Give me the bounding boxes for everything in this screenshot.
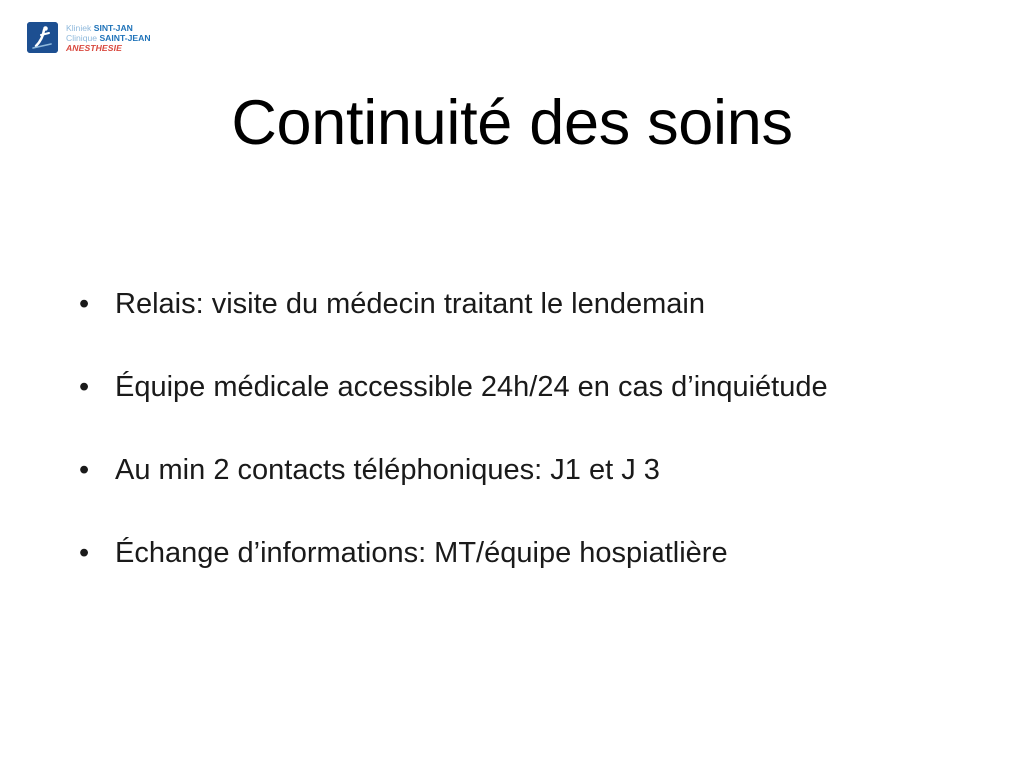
bullet-icon: • <box>79 537 90 569</box>
bullet-item <box>77 284 977 324</box>
logo-name-french: SAINT-JEAN <box>99 33 151 43</box>
bullet-icon: • <box>79 454 90 486</box>
logo-prefix-dutch: Kliniek <box>66 23 92 33</box>
bullet-text: Échange d’informations: MT/équipe hospiatlière <box>115 537 728 569</box>
logo-prefix-french: Clinique <box>66 33 98 43</box>
bullet-list <box>77 284 977 616</box>
bullet-item <box>77 450 977 490</box>
logo-department: ANESTHESIE <box>66 43 122 53</box>
bullet-item <box>77 533 977 573</box>
bullet-text: Équipe médicale accessible 24h/24 en cas d’inquiétude <box>115 371 828 403</box>
logo-line-french <box>66 33 151 43</box>
bullet-text: Relais: visite du médecin traitant le lendemain <box>115 288 705 320</box>
skier-logo-icon <box>27 22 58 53</box>
bullet-item <box>77 367 977 407</box>
bullet-icon: • <box>79 288 90 320</box>
clinic-logo <box>27 22 151 56</box>
bullet-icon: • <box>79 371 90 403</box>
slide-title: Continuité des soins <box>231 88 793 158</box>
logo-line-dutch <box>66 23 151 33</box>
bullet-text: Au min 2 contacts téléphoniques: J1 et J 3 <box>115 454 660 486</box>
logo-text <box>66 23 151 53</box>
logo-name-dutch: SINT-JAN <box>93 23 133 33</box>
